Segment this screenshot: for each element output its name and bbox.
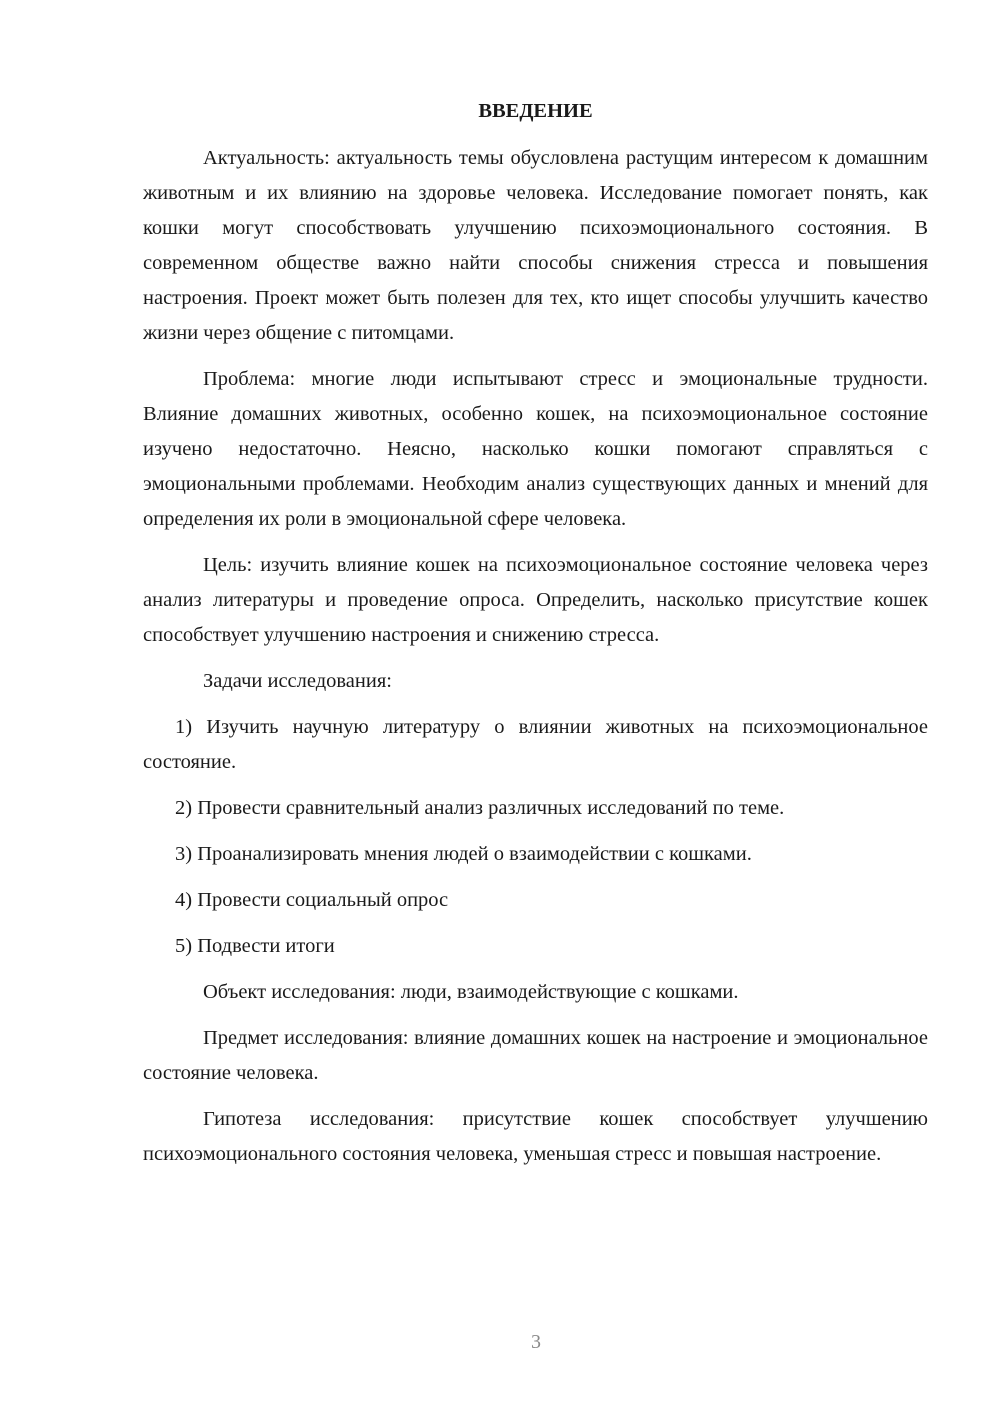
paragraph-relevance: Актуальность: актуальность темы обусловлена растущим интересом к домашним животным и их влиянию на здоровье человека. Исследование помогает понять, как кошки могут способствовать улучшению психоэмоционального состояния. В современном обществе важно найти способы снижения стресса и повышения настроения. Проект может быть полезен для тех, кто ищет способы улучшить качество жизни через общение с питомцами. <box>143 147 928 344</box>
task-item-3: 3) Проанализировать мнения людей о взаимодействии с кошками. <box>175 843 752 865</box>
paragraph-problem: Проблема: многие люди испытывают стресс и эмоциональные трудности. Влияние домашних животных, особенно кошек, на психоэмоциональное состояние изучено недостаточно. Неясно, насколько кошки помогают справляться с эмоциональными проблемами. Необходим анализ существующих данных и мнений для определения их роли в эмоциональной сфере человека. <box>143 368 928 530</box>
task-item-2: 2) Провести сравнительный анализ различных исследований по теме. <box>175 797 785 819</box>
paragraph-goal: Цель: изучить влияние кошек на психоэмоциональное состояние человека через анализ литературы и проведение опроса. Определить, насколько присутствие кошек способствует улучшению настроения и снижению стресса. <box>143 554 928 646</box>
task-item-5: 5) Подвести итоги <box>175 935 335 957</box>
paragraph-object: Объект исследования: люди, взаимодействующие с кошками. <box>203 981 739 1003</box>
tasks-heading: Задачи исследования: <box>203 670 392 692</box>
page-number: 3 <box>531 1331 541 1353</box>
task-item-1: 1) Изучить научную литературу о влиянии животных на психоэмоциональное состояние. <box>143 716 928 773</box>
paragraph-hypothesis: Гипотеза исследования: присутствие кошек способствует улучшению психоэмоционального состояния человека, уменьшая стресс и повышая настроение. <box>143 1108 928 1165</box>
paragraph-subject: Предмет исследования: влияние домашних кошек на настроение и эмоциональное состояние человека. <box>143 1027 928 1084</box>
task-item-4: 4) Провести социальный опрос <box>175 889 449 911</box>
section-title: ВВЕДЕНИЕ <box>478 100 593 122</box>
document-page <box>143 95 928 1183</box>
